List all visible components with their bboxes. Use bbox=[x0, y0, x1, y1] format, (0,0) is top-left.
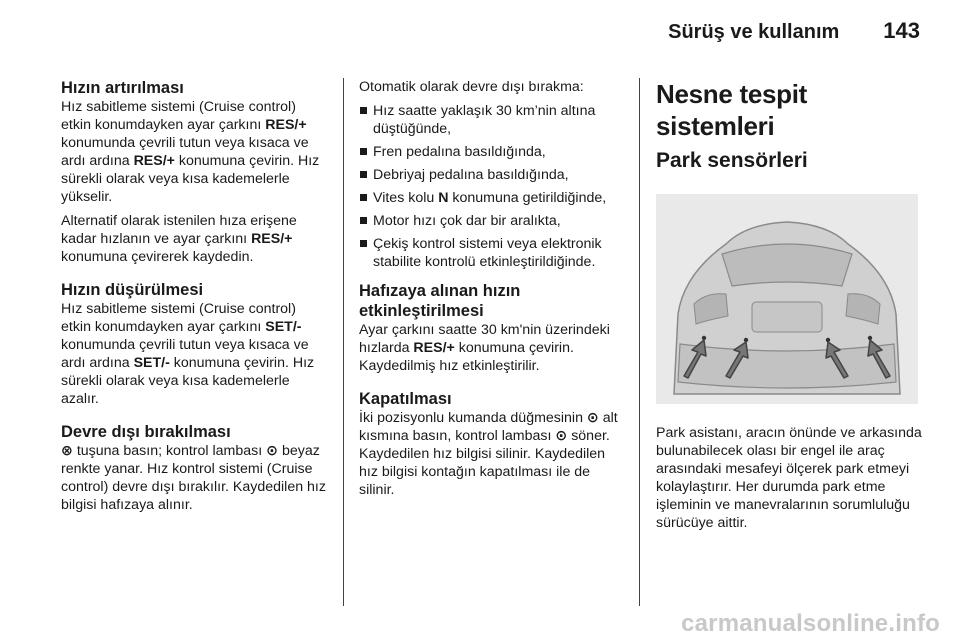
page-header bbox=[0, 18, 920, 48]
page-title: Sürüş ve kullanım bbox=[668, 21, 840, 43]
column-divider-1 bbox=[343, 78, 344, 606]
list-item: Hız saatte yaklaşık 30 km’nin altına düştüğünde, bbox=[359, 102, 627, 138]
section-resume-speed bbox=[359, 281, 627, 375]
section-heading: Hafızaya alınan hızın etkinleştirilmesi bbox=[359, 282, 521, 320]
watermark: carmanualsonline.info bbox=[681, 610, 940, 637]
cruise-lamp-icon: ⊙ bbox=[266, 443, 278, 459]
paragraph: Alternatif olarak istenilen hıza erişene kadar hızlanın ve ayar çarkını RES/+ konumuna çevirerek kaydedin. bbox=[61, 213, 297, 265]
list-item: Çekiş kontrol sistemi veya elektronik stabilite kontrolü etkinleştirildiğinde. bbox=[359, 235, 627, 271]
column-3 bbox=[656, 78, 924, 538]
column-1 bbox=[61, 78, 329, 528]
car-rear-icon bbox=[656, 194, 918, 404]
cruise-lamp-icon: ⊙ bbox=[555, 428, 568, 444]
paragraph: ⊗ tuşuna basın; kontrol lambası ⊙ beyaz renkte yanar. Hız kontrol sistemi (Cruise control) devre dışı bırakılır. Kaydedilen hız bilgisi hafızaya alınır. bbox=[61, 443, 326, 513]
paragraph: Ayar çarkını saatte 30 km'nin üzerindeki hızlarda RES/+ konumuna çevirin. Kaydedilmiş hız etkinleştirilir. bbox=[359, 322, 610, 374]
list-item: Vites kolu N konumuna getirildiğinde, bbox=[359, 189, 627, 207]
sub-heading: Park sensörleri bbox=[656, 149, 808, 172]
parking-sensor-illustration bbox=[656, 194, 918, 404]
page-number: 143 bbox=[883, 18, 920, 43]
section-decrease-speed bbox=[61, 280, 329, 408]
section-switch-off bbox=[359, 389, 627, 499]
list-item: Fren pedalına basıldığında, bbox=[359, 143, 627, 161]
paragraph: İki pozisyonlu kumanda düğmesinin ⊙ alt kısmına basın, kontrol lambası ⊙ söner. Kaydedilen hız bilgisi silinir. Kaydedilen hız bilgisi kontağın kapatılması ile de silinir. bbox=[359, 410, 618, 498]
column-divider-2 bbox=[639, 78, 640, 606]
list-intro: Otomatik olarak devre dışı bırakma: bbox=[359, 79, 584, 95]
section-increase-speed bbox=[61, 78, 329, 266]
section-heading: Devre dışı bırakılması bbox=[61, 423, 231, 441]
paragraph: Hız sabitleme sistemi (Cruise control) etkin konumdayken ayar çarkını RES/+ konumunda çevrili tutun veya kısaca ve ardı ardına RES/+ konumuna çevirin. Hız sürekli olarak veya kısa kademelerle yükselir. bbox=[61, 99, 320, 205]
section-deactivation bbox=[61, 422, 329, 514]
chapter-heading: Nesne tespit sistemleri bbox=[656, 79, 808, 141]
list-item: Motor hızı çok dar bir aralıkta, bbox=[359, 212, 627, 230]
paragraph: Hız sabitleme sistemi (Cruise control) etkin konumdayken ayar çarkını SET/- konumunda çevrili tutun veya kısaca ve ardı ardına SET/- konumuna çevirin. Hız sürekli olarak veya kısa kademelerle azalır. bbox=[61, 301, 315, 407]
cruise-lamp-icon: ⊙ bbox=[586, 410, 599, 426]
section-heading: Hızın düşürülmesi bbox=[61, 281, 204, 299]
section-heading: Hızın artırılması bbox=[61, 79, 184, 97]
paragraph: Park asistanı, aracın önünde ve arkasında bulunabilecek olası bir engel ile araç arasındaki mesafeyi ölçerek park etmeyi kolaylaştırır. Her durumda park etme işleminin ve manevralarının sorumluluğu sürücüye aittir. bbox=[656, 425, 922, 531]
cruise-cancel-icon: ⊗ bbox=[61, 443, 73, 459]
deactivation-list bbox=[359, 102, 627, 271]
section-heading: Kapatılması bbox=[359, 390, 452, 408]
column-2 bbox=[359, 78, 627, 513]
list-item: Debriyaj pedalına basıldığında, bbox=[359, 166, 627, 184]
